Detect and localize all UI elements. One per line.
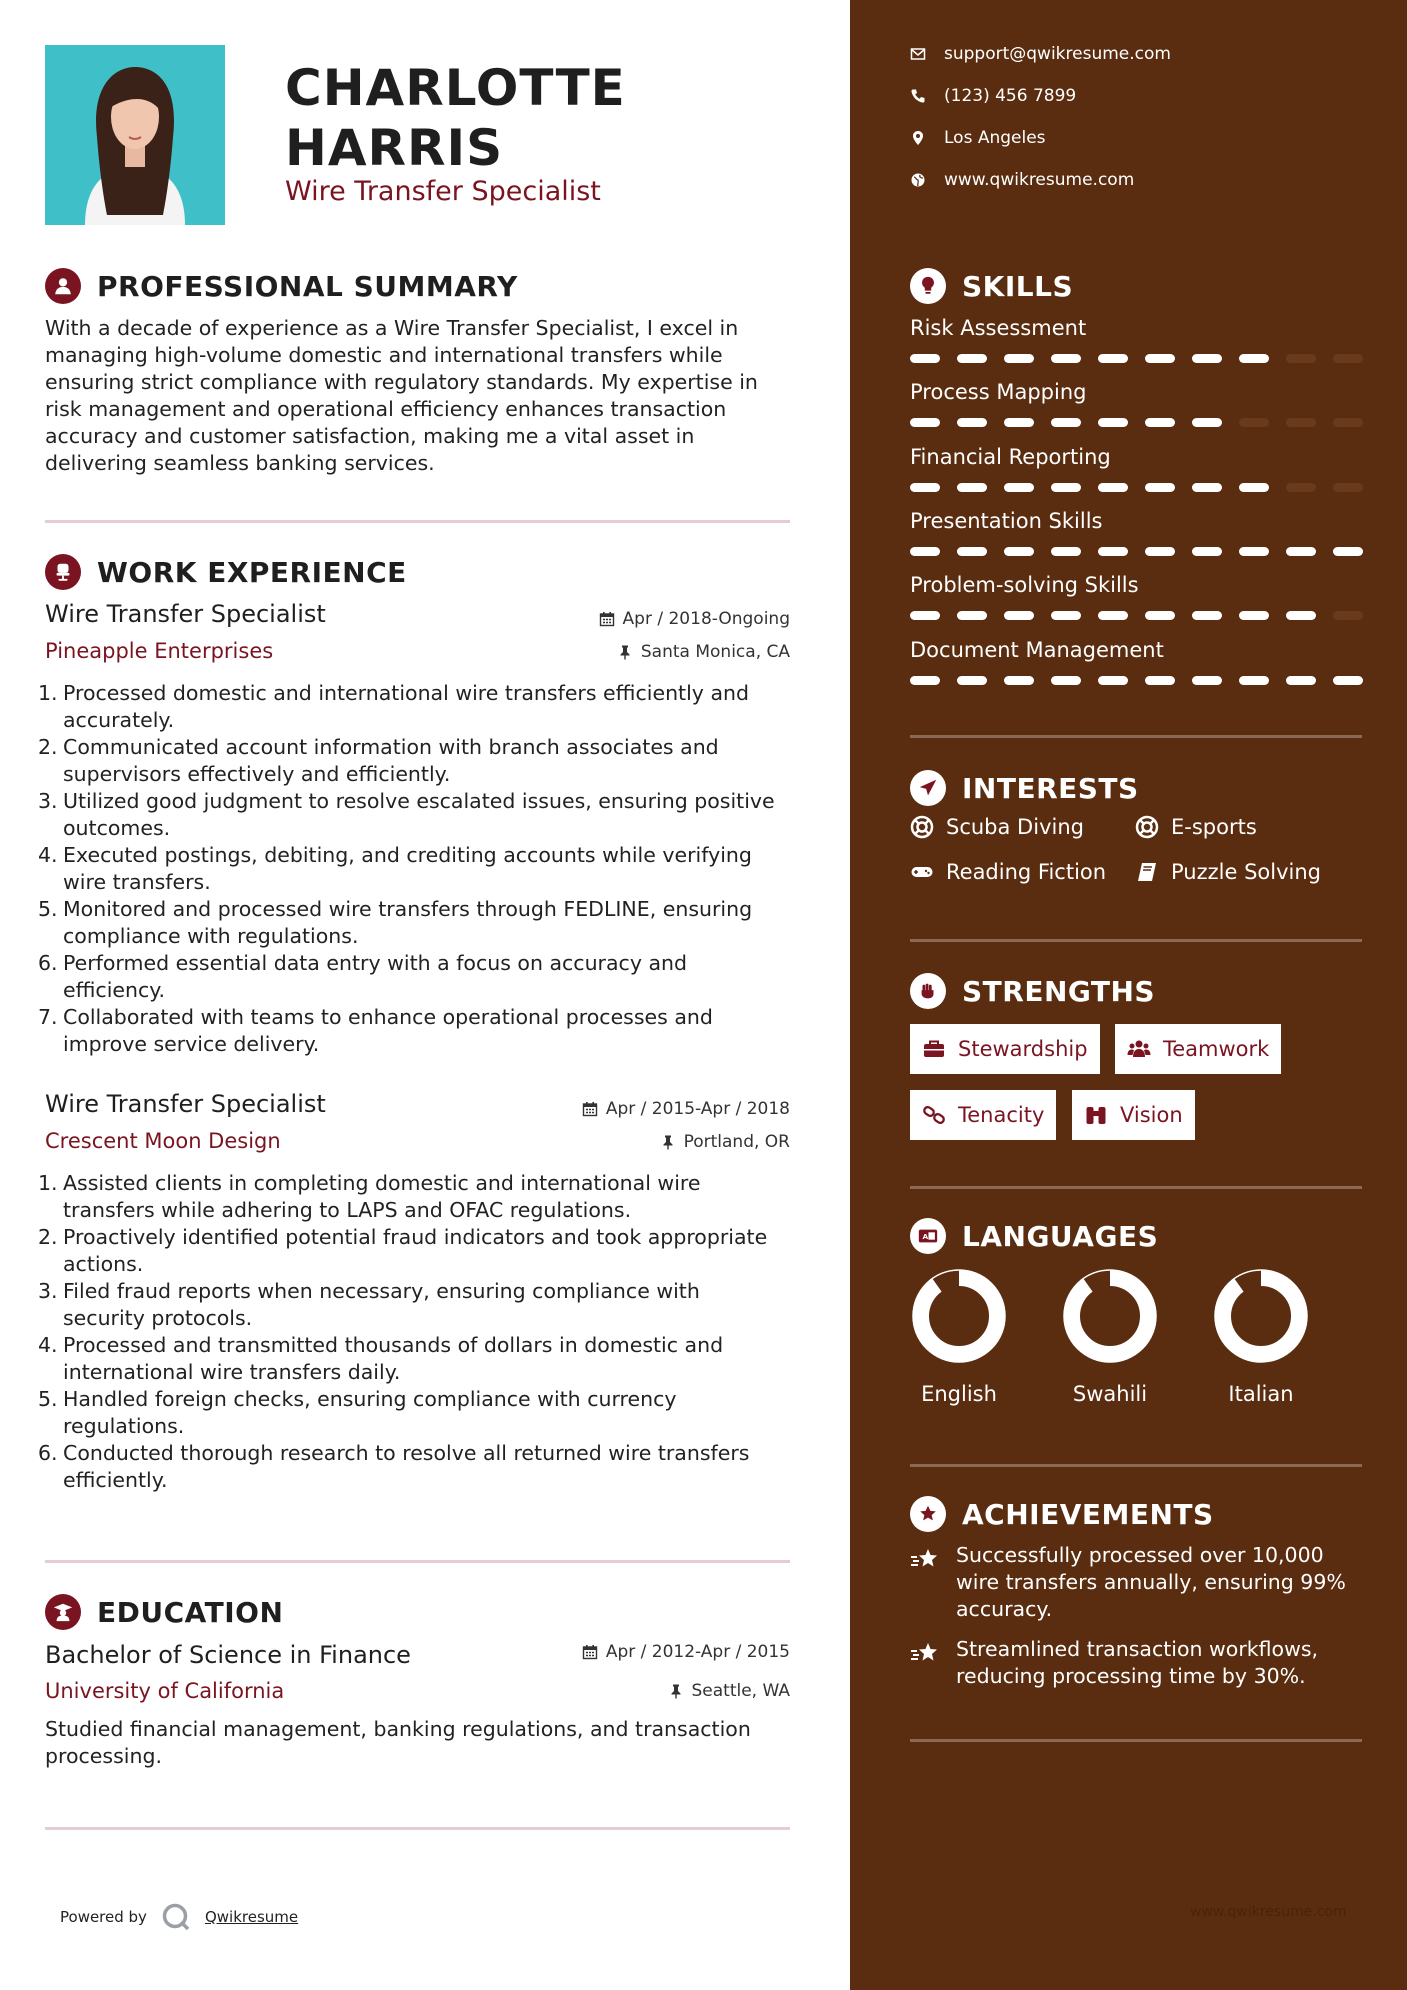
skill-dash — [1239, 611, 1269, 620]
skill-dash — [1192, 676, 1222, 685]
achievement-item: Successfully processed over 10,000 wire transfers annually, ensuring 99% accuracy. — [910, 1542, 1360, 1623]
skill-dash — [1051, 354, 1081, 363]
skill-dash — [910, 676, 940, 685]
sidebar — [850, 0, 1407, 1990]
language-ring-fill — [1223, 1278, 1299, 1354]
education-heading — [45, 1594, 283, 1630]
skill-meter — [910, 483, 1363, 492]
fist-icon — [910, 973, 946, 1009]
skill-dash — [1051, 676, 1081, 685]
briefcase-icon — [922, 1037, 946, 1061]
skill-dash — [957, 676, 987, 685]
name-line-2: HARRIS — [285, 119, 504, 177]
shooting-star-icon — [910, 1544, 940, 1574]
footer-website: www.qwikresume.com — [1190, 1904, 1347, 1920]
job-title-header: Wire Transfer Specialist — [285, 176, 601, 207]
job-2-title: Wire Transfer Specialist — [45, 1090, 326, 1118]
list-item: 2. Communicated account information with branch associates and supervisors effectively and efficiently. — [38, 735, 719, 786]
pin-icon — [668, 1683, 684, 1699]
skill-meter — [910, 676, 1363, 685]
lightbulb-icon — [910, 268, 946, 304]
skill-dash — [910, 354, 940, 363]
skill-dash — [1239, 354, 1269, 363]
skill-dash — [1333, 611, 1363, 620]
profile-photo — [45, 45, 225, 225]
skill-dash — [1004, 418, 1034, 427]
divider — [45, 520, 790, 523]
skill-name: Document Management — [910, 638, 1164, 662]
skill-dash — [1333, 676, 1363, 685]
email-text[interactable]: support@qwikresume.com — [944, 44, 1171, 64]
skill-dash — [1333, 483, 1363, 492]
language-ring — [911, 1268, 1007, 1364]
star-badge-icon — [910, 1496, 946, 1532]
language-ring-fill — [1072, 1278, 1148, 1354]
pin-icon — [660, 1134, 676, 1150]
summary-title: PROFESSIONAL SUMMARY — [97, 269, 518, 303]
skill-meter — [910, 547, 1363, 556]
divider — [910, 1464, 1362, 1467]
skill-dash — [1051, 547, 1081, 556]
skill-dash — [1098, 354, 1128, 363]
candidate-name — [285, 58, 626, 178]
list-item: 7. Collaborated with teams to enhance operational processes and improve service delivery. — [38, 1005, 713, 1056]
qwikresume-logo-icon — [161, 1902, 191, 1932]
job-2-location-text: Portland, OR — [683, 1132, 790, 1152]
skill-dash — [1098, 483, 1128, 492]
skill-dash — [957, 611, 987, 620]
languages-title: LANGUAGES — [962, 1219, 1159, 1253]
shooting-star-icon — [910, 1638, 940, 1668]
interest-puzzle: Puzzle Solving — [1135, 860, 1321, 884]
strengths-title: STRENGTHS — [962, 974, 1156, 1008]
globe-icon — [910, 172, 926, 188]
graduate-icon — [45, 1594, 81, 1630]
calendar-icon — [582, 1644, 598, 1660]
languages-heading — [910, 1218, 1158, 1254]
skill-dash — [1051, 611, 1081, 620]
skill-dash — [1051, 483, 1081, 492]
skill-dash — [910, 547, 940, 556]
envelope-icon — [910, 46, 926, 62]
name-line-1: CHARLOTTE — [285, 59, 626, 117]
strengths-heading — [910, 973, 1155, 1009]
skill-name: Risk Assessment — [910, 316, 1087, 340]
skill-dash — [1004, 483, 1034, 492]
skill-dash — [1004, 354, 1034, 363]
language-swahili: Swahili — [1055, 1268, 1165, 1406]
job-1-company: Pineapple Enterprises — [45, 639, 274, 663]
skill-dash — [1004, 676, 1034, 685]
summary-heading — [45, 268, 518, 304]
contact-phone — [910, 86, 1076, 106]
list-item: 4. Processed and transmitted thousands of dollars in domestic and international wire transfers daily. — [38, 1333, 724, 1384]
contact-email — [910, 44, 1171, 64]
divider — [910, 1739, 1362, 1742]
link-icon — [922, 1103, 946, 1127]
divider — [910, 735, 1362, 738]
skill-dash — [910, 611, 940, 620]
skill-meter — [910, 418, 1363, 427]
calendar-icon — [599, 611, 615, 627]
skill-dash — [1004, 611, 1034, 620]
phone-icon — [910, 88, 926, 104]
education-dates — [582, 1642, 790, 1662]
interest-reading: Reading Fiction — [910, 860, 1106, 884]
list-item: 6. Conducted thorough research to resolve all returned wire transfers efficiently. — [38, 1441, 750, 1492]
list-item: 6. Performed essential data entry with a focus on accuracy and efficiency. — [38, 951, 688, 1002]
calendar-icon — [582, 1101, 598, 1117]
job-1-location — [617, 642, 790, 662]
education-location — [668, 1681, 791, 1701]
skill-dash — [1333, 418, 1363, 427]
paper-plane-icon — [910, 770, 946, 806]
location-text: Los Angeles — [944, 128, 1046, 148]
skill-dash — [1286, 547, 1316, 556]
user-icon — [45, 268, 81, 304]
language-ring-fill — [921, 1278, 997, 1354]
job-2-location — [660, 1132, 790, 1152]
language-english: English — [904, 1268, 1014, 1406]
skill-meter — [910, 611, 1363, 620]
achievements-title: ACHIEVEMENTS — [962, 1497, 1214, 1531]
skill-dash — [957, 483, 987, 492]
skill-dash — [1239, 676, 1269, 685]
skills-heading — [910, 268, 1073, 304]
skill-dash — [1098, 547, 1128, 556]
chair-icon — [45, 554, 81, 590]
language-ring — [1062, 1268, 1158, 1364]
skill-dash — [1286, 676, 1316, 685]
skill-dash — [1192, 483, 1222, 492]
skill-name: Process Mapping — [910, 380, 1087, 404]
interests-title: INTERESTS — [962, 771, 1139, 805]
job-2-dates-text: Apr / 2015-Apr / 2018 — [605, 1099, 790, 1119]
divider — [45, 1560, 790, 1563]
skill-meter — [910, 354, 1363, 363]
education-text: Studied financial management, banking regulations, and transaction processing. — [45, 1717, 751, 1768]
skills-title: SKILLS — [962, 269, 1074, 303]
divider — [45, 1827, 790, 1830]
gamepad-icon — [910, 860, 934, 884]
education-dates-text: Apr / 2012-Apr / 2015 — [605, 1642, 790, 1662]
achievements-heading — [910, 1496, 1214, 1532]
list-item: 5. Monitored and processed wire transfers through FEDLINE, ensuring compliance with regulations. — [38, 897, 753, 948]
lifebuoy-icon — [910, 815, 934, 839]
job-1-dates-text: Apr / 2018-Ongoing — [622, 609, 790, 629]
experience-title: WORK EXPERIENCE — [97, 555, 407, 589]
website-text[interactable]: www.qwikresume.com — [944, 170, 1135, 190]
skill-dash — [957, 547, 987, 556]
skill-dash — [1286, 418, 1316, 427]
interests-heading — [910, 770, 1139, 806]
skill-dash — [910, 418, 940, 427]
achievement-item: Streamlined transaction workflows, reducing processing time by 30%. — [910, 1636, 1360, 1690]
job-1-location-text: Santa Monica, CA — [640, 642, 790, 662]
skill-dash — [1051, 418, 1081, 427]
skill-dash — [1239, 483, 1269, 492]
skill-dash — [1192, 547, 1222, 556]
list-item: 5. Handled foreign checks, ensuring compliance with currency regulations. — [38, 1387, 677, 1438]
interest-esports: E-sports — [1135, 815, 1257, 839]
phone-text: (123) 456 7899 — [944, 86, 1077, 106]
list-item: 4. Executed postings, debiting, and crediting accounts while verifying wire transfers. — [38, 843, 752, 894]
users-icon — [1127, 1037, 1151, 1061]
book-icon — [1135, 860, 1159, 884]
skill-dash — [1098, 676, 1128, 685]
skill-dash — [1192, 611, 1222, 620]
skill-dash — [1239, 418, 1269, 427]
list-item: 1. Assisted clients in completing domestic and international wire transfers while adhering to LAPS and OFAC regulations. — [38, 1171, 701, 1222]
job-1-dates — [599, 609, 790, 629]
skill-dash — [1286, 483, 1316, 492]
skill-dash — [1145, 418, 1175, 427]
strength-stewardship: Stewardship — [910, 1024, 1100, 1074]
profile-photo-image — [45, 45, 225, 225]
skill-dash — [1333, 547, 1363, 556]
contact-location — [910, 128, 1046, 148]
skill-dash — [1286, 611, 1316, 620]
qwikresume-link[interactable]: Qwikresume — [204, 1908, 299, 1926]
powered-by — [60, 1902, 298, 1932]
binoculars-icon — [1084, 1103, 1108, 1127]
skill-dash — [1145, 611, 1175, 620]
skill-dash — [1239, 547, 1269, 556]
contact-website — [910, 170, 1134, 190]
strength-vision: Vision — [1072, 1090, 1195, 1140]
divider — [910, 1186, 1362, 1189]
job-2-company: Crescent Moon Design — [45, 1129, 281, 1153]
skill-dash — [957, 354, 987, 363]
strength-teamwork: Teamwork — [1115, 1024, 1281, 1074]
svg-text:A: A — [922, 1232, 929, 1242]
skill-dash — [957, 418, 987, 427]
education-location-text: Seattle, WA — [691, 1681, 790, 1701]
list-item: 3. Filed fraud reports when necessary, ensuring compliance with security protocols. — [38, 1279, 700, 1330]
job-2-duties — [38, 1170, 798, 1494]
powered-by-text: Powered by — [60, 1908, 147, 1926]
skill-dash — [1333, 354, 1363, 363]
skill-dash — [1145, 483, 1175, 492]
summary-text: With a decade of experience as a Wire Transfer Specialist, I excel in managing high-volume domestic and international transfers while ensuring strict compliance with regulatory standards. My expertise in risk management and operational efficiency enhances transaction accuracy and customer satisfaction, making me a vital asset in delivering seamless banking services. — [45, 316, 758, 475]
list-item: 2. Proactively identified potential fraud indicators and took appropriate actions. — [38, 1225, 768, 1276]
skill-dash — [1004, 547, 1034, 556]
skill-dash — [1192, 418, 1222, 427]
job-1-duties — [38, 680, 798, 1058]
language-ring — [1213, 1268, 1309, 1364]
map-marker-icon — [910, 130, 926, 146]
education-title: EDUCATION — [97, 1595, 284, 1629]
job-2-dates — [582, 1099, 790, 1119]
skill-dash — [1098, 418, 1128, 427]
pin-icon — [617, 644, 633, 660]
skill-dash — [1192, 354, 1222, 363]
interest-scuba: Scuba Diving — [910, 815, 1084, 839]
degree: Bachelor of Science in Finance — [45, 1641, 411, 1669]
list-item: 1. Processed domestic and international wire transfers efficiently and accurately. — [38, 681, 750, 732]
language-italian: Italian — [1206, 1268, 1316, 1406]
skill-dash — [1098, 611, 1128, 620]
skill-dash — [1286, 354, 1316, 363]
skill-dash — [1145, 547, 1175, 556]
list-item: 3. Utilized good judgment to resolve escalated issues, ensuring positive outcomes. — [38, 789, 775, 840]
skill-name: Presentation Skills — [910, 509, 1103, 533]
job-1-title: Wire Transfer Specialist — [45, 600, 326, 628]
skill-name: Financial Reporting — [910, 445, 1111, 469]
skill-dash — [910, 483, 940, 492]
strength-tenacity: Tenacity — [910, 1090, 1056, 1140]
divider — [910, 939, 1362, 942]
lifebuoy-icon — [1135, 815, 1159, 839]
experience-heading — [45, 554, 407, 590]
skill-dash — [1145, 676, 1175, 685]
school: University of California — [45, 1679, 285, 1703]
skill-dash — [1145, 354, 1175, 363]
skill-name: Problem-solving Skills — [910, 573, 1139, 597]
language-icon — [910, 1218, 946, 1254]
